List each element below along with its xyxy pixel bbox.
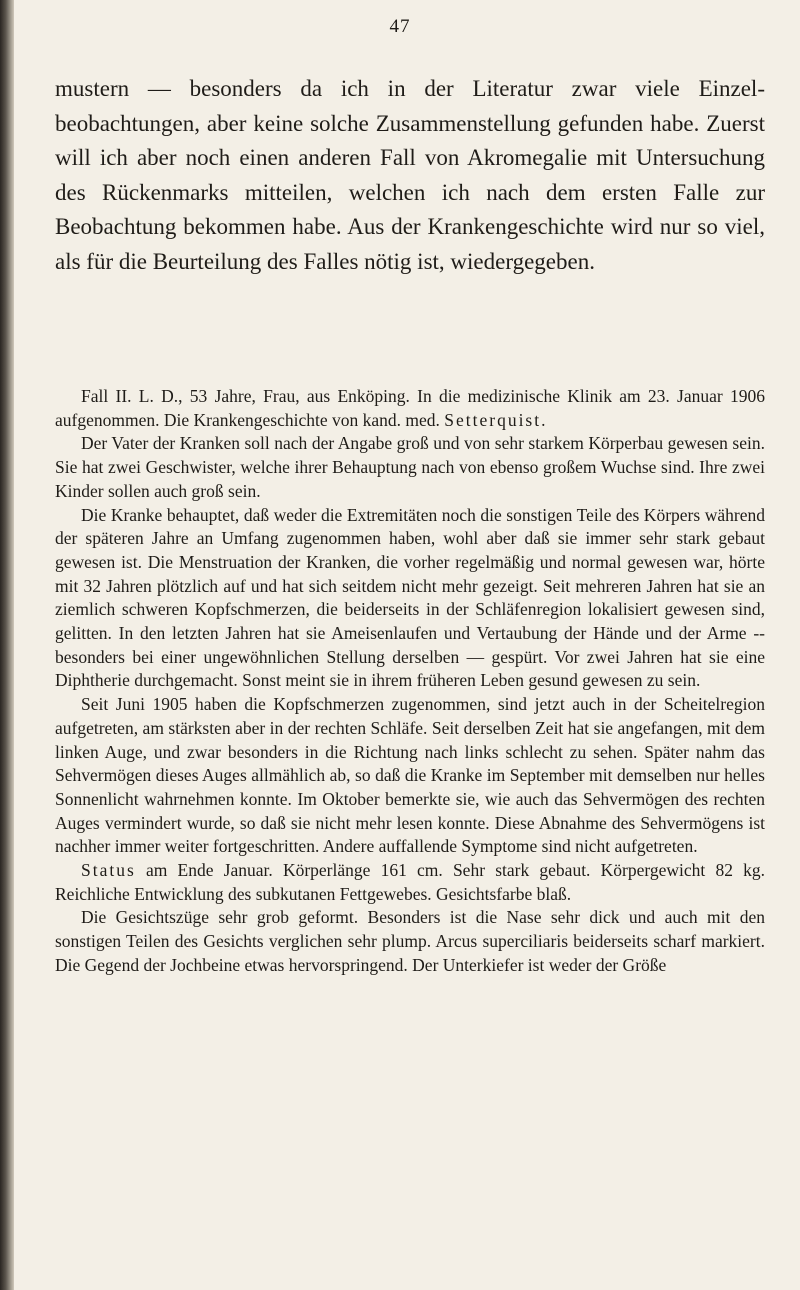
intro-text: mustern — besonders da ich in der Literatur zwar viele Einzelbeobachtungen, aber keine solche Zusammenstellung gefunden habe. Zuerst will ich aber noch einen anderen Fall von Akromegalie mit Untersuchung des Rückenmarks mitteilen, welchen ich nach dem ersten Falle zur Beobachtung bekommen habe. Aus der Krankengeschichte wird nur so viel, als für die Beurteilung des Falles nötig ist, wiedergegeben. bbox=[55, 76, 765, 274]
case-heading-text: Fall II. L. D., 53 Jahre, Frau, aus Enköping. In die medizinische Klinik am 23. Januar 1906 aufgenommen. Die Krankengeschichte von kand. med. bbox=[55, 386, 765, 430]
status-paragraph bbox=[55, 859, 765, 906]
page-number: 47 bbox=[389, 16, 411, 37]
intro-paragraph bbox=[55, 72, 765, 279]
author-name: Setterquist bbox=[444, 409, 542, 430]
case-heading-paragraph bbox=[55, 385, 765, 432]
facial-features-paragraph: Die Gesichtszüge sehr grob geformt. Besonders ist die Nase sehr dick und auch mit den sonstigen Teilen des Gesichts verglichen sehr plump. Arcus superciliaris beiderseits scharf markiert. Die Gegend der Jochbeine etwas hervorspringend. Der Unterkiefer ist weder der Größe bbox=[55, 907, 765, 975]
case-heading-end: . bbox=[541, 409, 546, 430]
family-history-paragraph: Der Vater der Kranken soll nach der Angabe groß und von sehr starkem Körperbau gewesen sein. Sie hat zwei Geschwister, welche ihrer Behauptung nach von ebenso großem Wuchse sind. Ihre zwei Kinder sollen auch groß sein. bbox=[55, 433, 765, 501]
status-text: am Ende Januar. Körperlänge 161 cm. Sehr stark gebaut. Körpergewicht 82 kg. Reichliche Entwicklung des subkutanen Fettgewebes. Gesichtsfarbe blaß. bbox=[55, 860, 765, 904]
book-binding-edge bbox=[0, 0, 14, 1290]
medical-history-paragraph: Die Kranke behauptet, daß weder die Extremitäten noch die sonstigen Teile des Körpers während der späteren Jahre an Umfang zugenommen haben, wohl aber daß sie immer sehr stark gebaut gewesen ist. Die Menstruation der Kranken, die vorher regelmäßig und normal gewesen war, hörte mit 32 Jahren plötzlich auf und hat sich seitdem nicht mehr gezeigt. Seit mehreren Jahren hat sie an ziemlich schweren Kopfschmerzen, die beiderseits in der Schläfenregion lokalisiert gewesen sind, gelitten. In den letzten Jahren hat sie Ameisenlaufen und Vertaubung der Hände und der Arme -- besonders bei einer ungewöhnlichen Stellung derselben — gespürt. Vor zwei Jahren hat sie eine Diphtherie durchgemacht. Sonst meint sie in ihrem früheren Leben gesund gewesen zu sein. bbox=[55, 504, 765, 691]
current-illness-paragraph: Seit Juni 1905 haben die Kopfschmerzen zugenommen, sind jetzt auch in der Scheitelregion aufgetreten, am stärksten aber in der rechten Schläfe. Seit derselben Zeit hat sie angefangen, mit dem linken Auge, und zwar besonders in die Richtung nach links schlecht zu sehen. Später nahm das Sehvermögen dieses Auges allmählich ab, so daß die Kranke im September mit demselben nur helles Sonnenlicht wahrnehmen konnte. Im Oktober bemerkte sie, wie auch das Sehvermögen des rechten Auges vermindert wurde, so daß sie nicht mehr lesen konnte. Diese Abnahme des Sehvermögens ist nachher immer weiter fortgeschritten. Andere auffallende Symptome sind nicht aufgetreten. bbox=[55, 694, 765, 857]
case-report bbox=[55, 385, 765, 978]
status-label: Status bbox=[81, 860, 136, 881]
